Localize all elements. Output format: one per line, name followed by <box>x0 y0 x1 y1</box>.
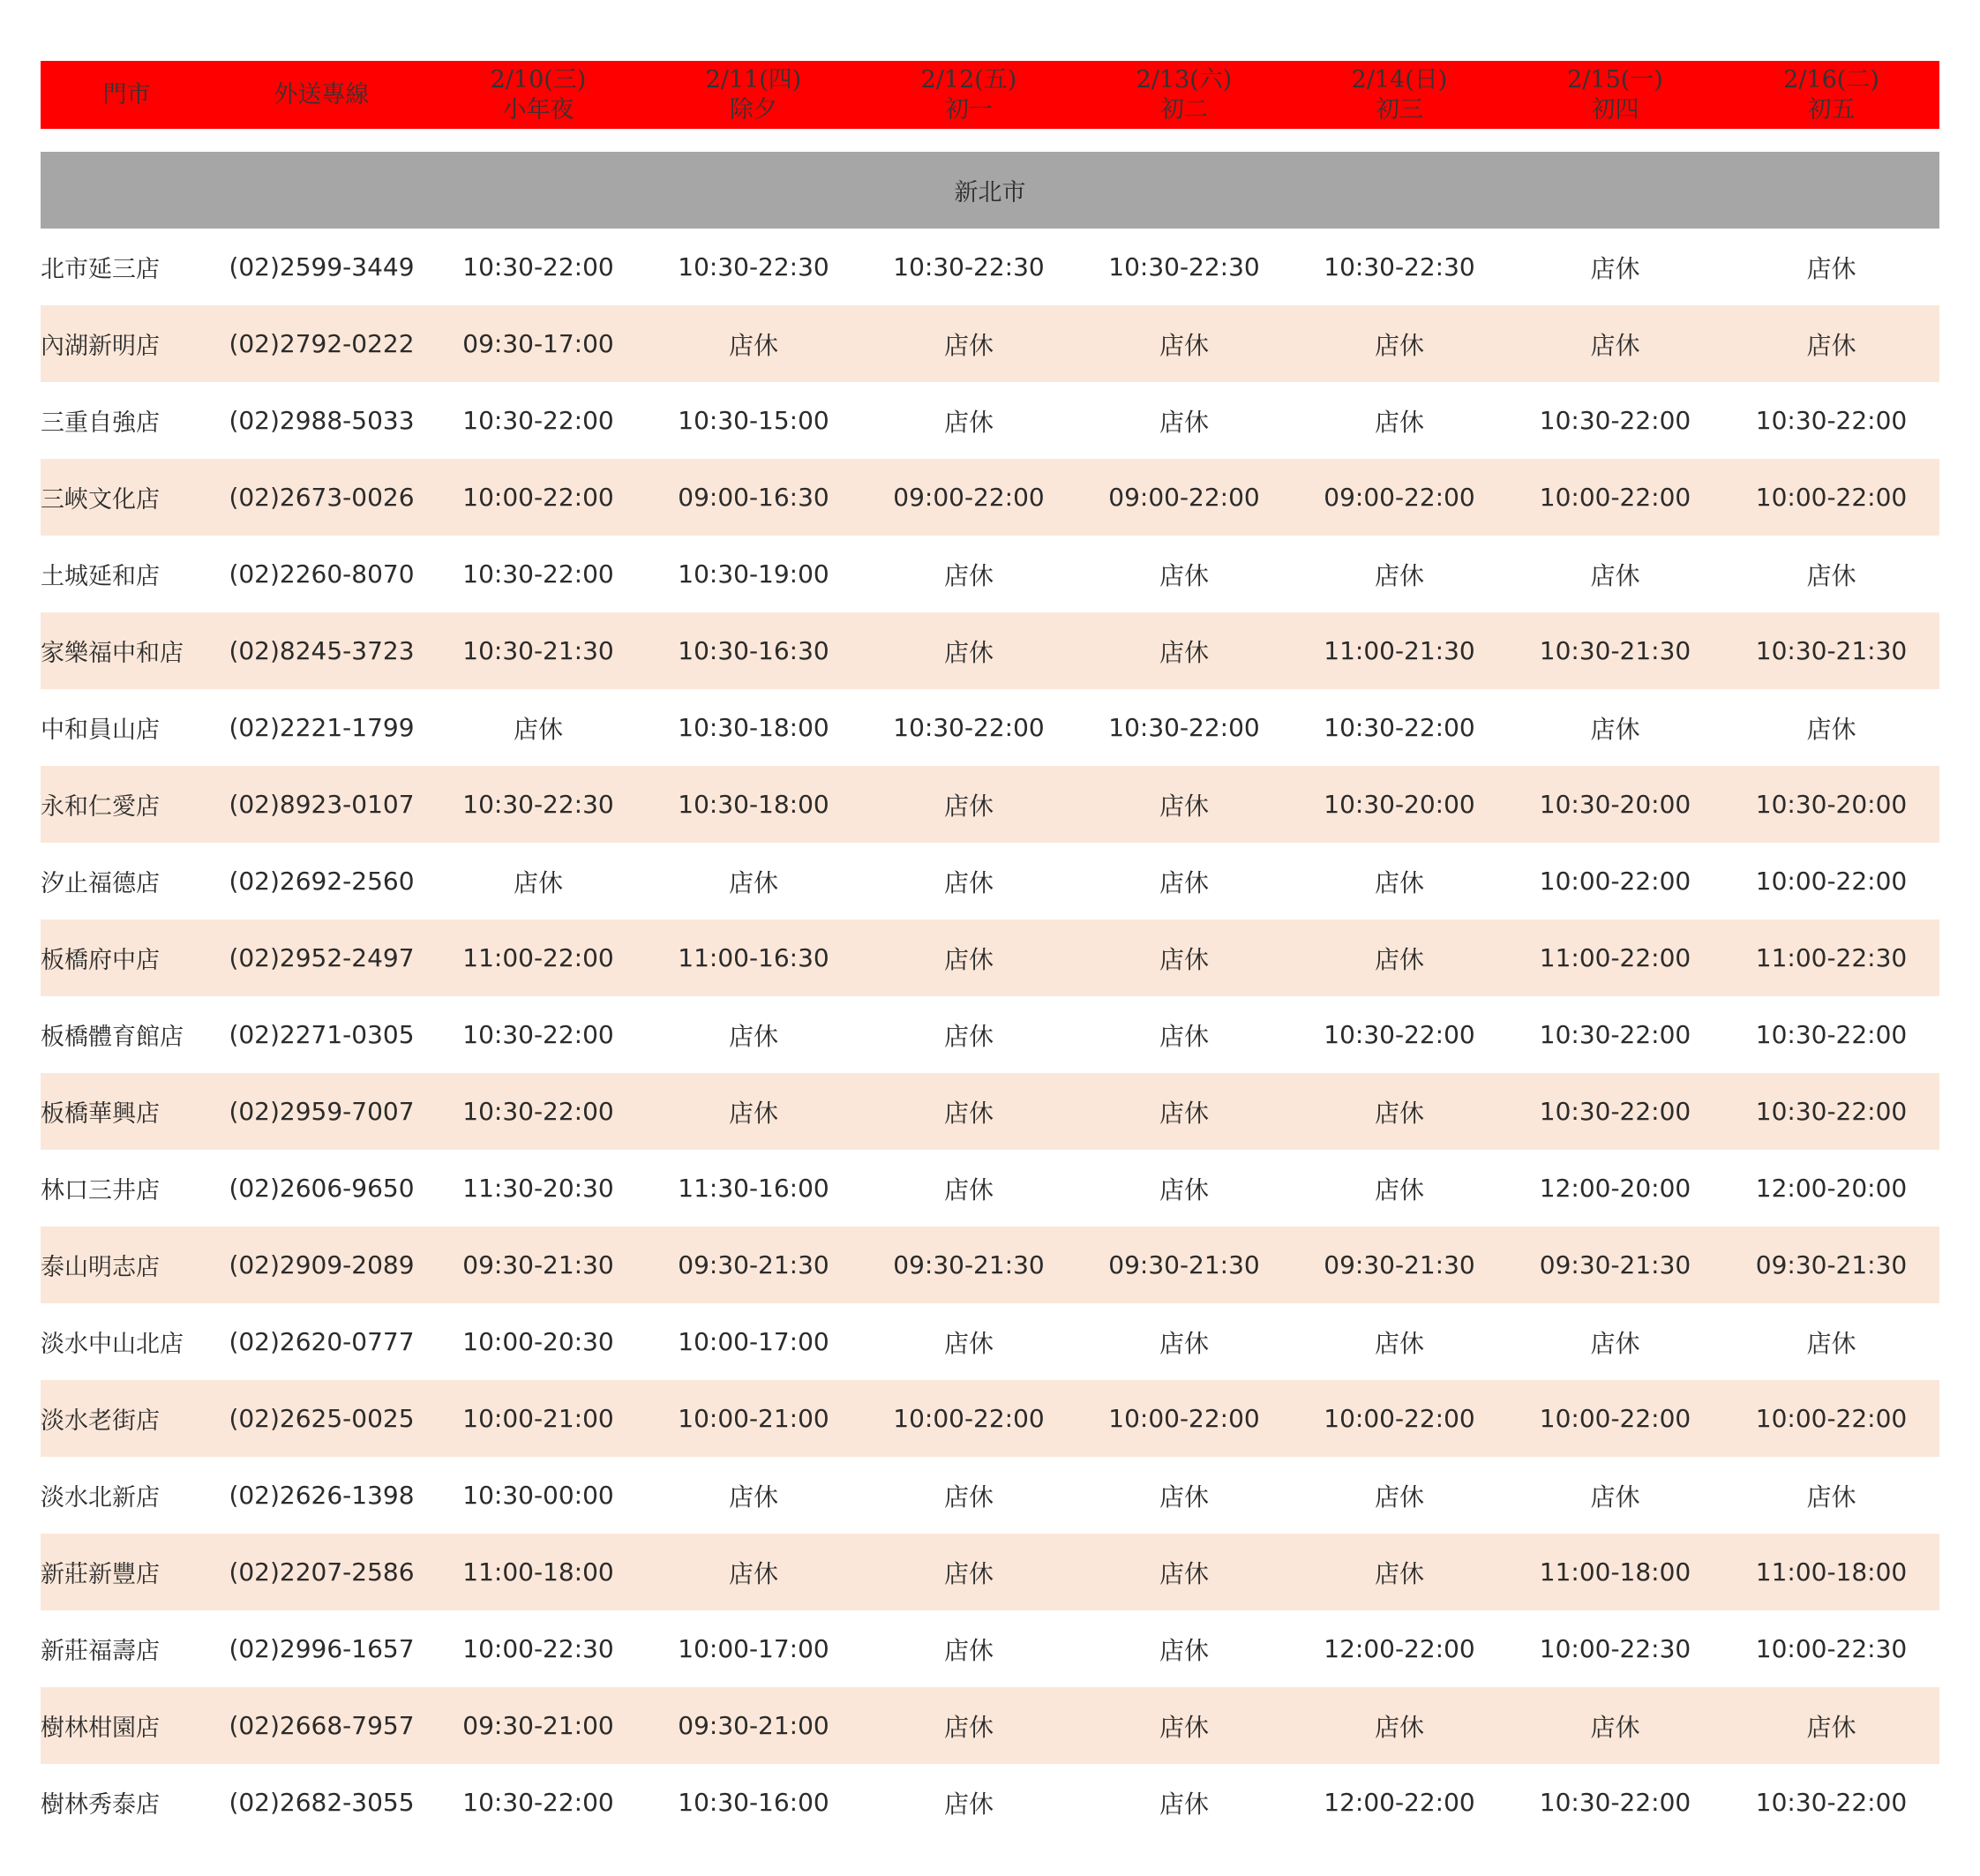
day-column-header <box>646 61 861 129</box>
delivery-phone-cell: (02)2207-2586 <box>213 1534 431 1610</box>
hours-cell: 店休 <box>1806 714 1856 744</box>
hours-cell: 店休 <box>1076 1534 1292 1610</box>
hours-cell: 10:30-22:00 <box>462 1788 614 1817</box>
hours-cell: 10:00-22:30 <box>462 1634 614 1663</box>
hours-cell: 店休 <box>1292 1534 1507 1610</box>
hours-cell: 10:30-22:00 <box>1755 406 1908 435</box>
table-row <box>41 919 1939 996</box>
day-column-header <box>1292 61 1507 129</box>
store-name-cell: 北市延三店 <box>41 256 160 283</box>
day-label: 初一 <box>945 95 993 124</box>
table-row <box>41 382 1939 459</box>
hours-cell: 店休 <box>1292 919 1507 996</box>
day-column-header <box>1723 61 1939 129</box>
day-date: 2/14(日) <box>1351 65 1448 94</box>
hours-cell: 店休 <box>1076 1687 1292 1764</box>
store-name-cell: 內湖新明店 <box>41 305 213 382</box>
table-row <box>41 459 1939 536</box>
hours-cell: 10:00-21:00 <box>646 1380 861 1457</box>
hours-cell: 11:00-18:00 <box>431 1534 646 1610</box>
store-name-cell: 淡水北新店 <box>41 1484 160 1512</box>
day-label: 初二 <box>1160 95 1208 124</box>
store-column-header <box>41 61 213 129</box>
hours-cell: 10:30-22:00 <box>1108 713 1260 742</box>
store-name-cell: 板橋府中店 <box>41 919 213 996</box>
delivery-phone-cell: (02)2959-7007 <box>213 1073 431 1150</box>
hours-cell: 10:00-22:00 <box>1539 867 1691 896</box>
delivery-phone-cell: (02)2620-0777 <box>229 1327 415 1356</box>
hours-cell: 10:00-22:00 <box>1507 1380 1723 1457</box>
hours-cell: 09:30-21:30 <box>1076 1227 1292 1303</box>
hours-cell: 09:30-21:30 <box>646 1227 861 1303</box>
hours-cell: 10:00-22:00 <box>1507 459 1723 536</box>
store-column-label: 門市 <box>102 80 151 109</box>
hours-cell: 11:30-16:00 <box>678 1174 829 1203</box>
hours-cell: 店休 <box>943 1635 994 1665</box>
hours-cell: 10:00-22:00 <box>1076 1380 1292 1457</box>
hours-cell: 店休 <box>1723 1687 1939 1764</box>
hours-cell: 店休 <box>861 1534 1076 1610</box>
hours-cell: 10:30-20:00 <box>1723 766 1939 843</box>
hours-cell: 09:30-21:30 <box>1292 1227 1507 1303</box>
store-name-cell: 新莊福壽店 <box>41 1638 160 1665</box>
table-body <box>41 129 1939 1841</box>
day-label: 初四 <box>1591 95 1639 124</box>
hours-cell: 12:00-20:00 <box>1539 1174 1691 1203</box>
table-row <box>41 1687 1939 1764</box>
hours-cell: 10:30-00:00 <box>462 1481 614 1510</box>
hours-cell: 12:00-22:00 <box>1324 1634 1475 1663</box>
table-row <box>41 1303 1939 1380</box>
hours-cell: 店休 <box>728 867 778 897</box>
hours-cell: 店休 <box>1159 560 1209 590</box>
delivery-phone-cell: (02)2625-0025 <box>213 1380 431 1457</box>
hours-cell: 店休 <box>1590 1482 1640 1512</box>
hours-cell: 店休 <box>1507 1687 1723 1764</box>
hours-cell: 店休 <box>1076 1073 1292 1150</box>
store-name-cell: 泰山明志店 <box>41 1227 213 1303</box>
hours-cell: 10:30-22:00 <box>1324 1020 1475 1049</box>
hours-cell: 店休 <box>861 766 1076 843</box>
hours-cell: 店休 <box>943 867 994 897</box>
hours-cell: 10:00-17:00 <box>678 1327 829 1356</box>
store-name-cell: 三重自強店 <box>41 409 160 437</box>
hours-cell: 10:30-16:00 <box>678 1788 829 1817</box>
day-date: 2/10(三) <box>490 65 587 94</box>
store-name-cell: 林口三井店 <box>41 1177 160 1204</box>
delivery-phone-cell: (02)2996-1657 <box>229 1634 415 1663</box>
hours-cell: 10:30-22:00 <box>1539 1020 1691 1049</box>
hours-cell: 店休 <box>513 867 563 897</box>
hours-cell: 10:30-22:00 <box>1755 1788 1908 1817</box>
table-row <box>41 1457 1939 1534</box>
hours-cell: 10:00-22:00 <box>1292 1380 1507 1457</box>
day-column-header <box>1076 61 1292 129</box>
table-row <box>41 1764 1939 1841</box>
hours-cell: 店休 <box>1806 1482 1856 1512</box>
hours-cell: 店休 <box>1159 1789 1209 1819</box>
hours-cell: 10:30-20:00 <box>1507 766 1723 843</box>
hours-cell: 10:30-22:00 <box>462 252 614 281</box>
hours-cell: 店休 <box>861 1687 1076 1764</box>
hours-cell: 10:30-22:00 <box>1324 713 1475 742</box>
day-column-header <box>1507 61 1723 129</box>
hours-cell: 11:00-22:30 <box>1723 919 1939 996</box>
hours-cell: 10:30-15:00 <box>678 406 829 435</box>
table-header <box>41 61 1939 129</box>
delivery-phone-cell: (02)2792-0222 <box>213 305 431 382</box>
hours-cell: 店休 <box>1806 253 1856 283</box>
hours-cell: 店休 <box>1076 612 1292 689</box>
hours-cell: 10:30-19:00 <box>678 559 829 589</box>
hours-cell: 店休 <box>943 560 994 590</box>
hours-cell: 10:30-21:30 <box>431 612 646 689</box>
hours-cell: 10:00-22:30 <box>1755 1634 1908 1663</box>
hours-cell: 10:00-22:00 <box>1755 867 1908 896</box>
store-name-cell: 板橋華興店 <box>41 1073 213 1150</box>
hours-cell: 10:00-17:00 <box>678 1634 829 1663</box>
hours-cell: 11:00-18:00 <box>1723 1534 1939 1610</box>
store-name-cell: 板橋體育館店 <box>41 1024 184 1051</box>
hours-cell: 10:30-20:00 <box>1292 766 1507 843</box>
hours-cell: 10:30-18:00 <box>646 766 861 843</box>
hours-cell: 店休 <box>943 407 994 437</box>
phone-column-header <box>213 61 431 129</box>
hours-cell: 店休 <box>1590 1328 1640 1358</box>
hours-cell: 店休 <box>943 1789 994 1819</box>
hours-cell: 店休 <box>1292 305 1507 382</box>
hours-cell: 10:30-22:30 <box>678 252 829 281</box>
hours-cell: 10:00-22:00 <box>431 459 646 536</box>
hours-cell: 10:30-16:30 <box>646 612 861 689</box>
delivery-phone-cell: (02)2952-2497 <box>213 919 431 996</box>
hours-cell: 店休 <box>1590 714 1640 744</box>
delivery-phone-cell: (02)2668-7957 <box>213 1687 431 1764</box>
hours-cell: 10:30-22:00 <box>1539 406 1691 435</box>
table-row <box>41 996 1939 1073</box>
hours-cell: 09:00-16:30 <box>646 459 861 536</box>
hours-cell: 店休 <box>1292 1687 1507 1764</box>
hours-cell: 店休 <box>861 612 1076 689</box>
delivery-phone-cell: (02)8923-0107 <box>213 766 431 843</box>
hours-cell: 10:30-22:30 <box>1324 252 1475 281</box>
hours-cell: 店休 <box>1507 305 1723 382</box>
day-column-header <box>431 61 646 129</box>
delivery-phone-cell: (02)2626-1398 <box>229 1481 415 1510</box>
hours-cell: 店休 <box>1374 560 1424 590</box>
hours-cell: 09:30-21:30 <box>861 1227 1076 1303</box>
hours-cell: 店休 <box>1806 560 1856 590</box>
hours-cell: 10:00-22:30 <box>1539 1634 1691 1663</box>
hours-cell: 店休 <box>1374 867 1424 897</box>
hours-cell: 店休 <box>646 1073 861 1150</box>
hours-cell: 10:30-22:00 <box>1723 1073 1939 1150</box>
day-date: 2/12(五) <box>920 65 1017 94</box>
hours-cell: 11:30-20:30 <box>462 1174 614 1203</box>
hours-cell: 11:00-16:30 <box>646 919 861 996</box>
hours-cell: 10:00-22:00 <box>1723 459 1939 536</box>
hours-cell: 09:30-21:00 <box>431 1687 646 1764</box>
table-row <box>41 1534 1939 1610</box>
store-name-cell: 樹林柑園店 <box>41 1687 213 1764</box>
hours-cell: 10:30-22:00 <box>1539 1788 1691 1817</box>
day-label: 小年夜 <box>502 95 574 124</box>
store-name-cell: 中和員山店 <box>41 717 160 744</box>
hours-cell: 店休 <box>1159 867 1209 897</box>
table-row <box>41 843 1939 919</box>
hours-cell: 店休 <box>943 1174 994 1204</box>
day-label: 初五 <box>1807 95 1856 124</box>
store-name-cell: 淡水中山北店 <box>41 1331 184 1358</box>
delivery-phone-cell: (02)2692-2560 <box>229 867 415 896</box>
hours-cell: 12:00-20:00 <box>1755 1174 1908 1203</box>
hours-cell: 店休 <box>1806 1328 1856 1358</box>
store-name-cell: 土城延和店 <box>41 563 160 590</box>
hours-cell: 10:30-22:30 <box>431 766 646 843</box>
delivery-phone-cell: (02)2221-1799 <box>229 713 415 742</box>
region-row <box>41 152 1939 229</box>
hours-cell: 11:00-22:00 <box>431 919 646 996</box>
hours-cell: 店休 <box>1374 1174 1424 1204</box>
hours-cell: 09:30-21:30 <box>1723 1227 1939 1303</box>
hours-cell: 店休 <box>1076 919 1292 996</box>
delivery-phone-cell: (02)2260-8070 <box>229 559 415 589</box>
store-name-cell: 家樂福中和店 <box>41 612 213 689</box>
hours-cell: 店休 <box>861 1073 1076 1150</box>
hours-cell: 10:30-21:30 <box>1723 612 1939 689</box>
hours-cell: 店休 <box>646 305 861 382</box>
hours-cell: 09:30-21:30 <box>431 1227 646 1303</box>
hours-cell: 店休 <box>1590 253 1640 283</box>
table-row <box>41 229 1939 305</box>
hours-cell: 店休 <box>728 1482 778 1512</box>
hours-cell: 10:30-22:00 <box>1507 1073 1723 1150</box>
hours-cell: 店休 <box>1076 305 1292 382</box>
table-row <box>41 612 1939 689</box>
table-row <box>41 305 1939 382</box>
hours-cell: 店休 <box>1292 1073 1507 1150</box>
hours-cell: 店休 <box>1723 305 1939 382</box>
delivery-phone-cell: (02)2682-3055 <box>229 1788 415 1817</box>
hours-cell: 09:30-17:00 <box>431 305 646 382</box>
store-name-cell: 淡水老街店 <box>41 1380 213 1457</box>
day-date: 2/11(四) <box>705 65 802 94</box>
hours-cell: 店休 <box>1374 407 1424 437</box>
hours-cell: 10:30-22:30 <box>1108 252 1260 281</box>
table-row <box>41 1227 1939 1303</box>
hours-cell: 10:30-22:00 <box>462 406 614 435</box>
hours-cell: 12:00-22:00 <box>1324 1788 1475 1817</box>
hours-cell: 店休 <box>646 1534 861 1610</box>
hours-cell: 店休 <box>1159 1328 1209 1358</box>
hours-cell: 10:30-22:00 <box>1755 1020 1908 1049</box>
table-row <box>41 1380 1939 1457</box>
hours-cell: 10:30-22:30 <box>893 252 1045 281</box>
day-date: 2/16(二) <box>1783 65 1879 94</box>
delivery-phone-cell: (02)2909-2089 <box>213 1227 431 1303</box>
hours-cell: 09:00-22:00 <box>1292 459 1507 536</box>
delivery-phone-cell: (02)2988-5033 <box>229 406 415 435</box>
table-row <box>41 689 1939 766</box>
hours-cell: 10:30-18:00 <box>678 713 829 742</box>
delivery-phone-cell: (02)2599-3449 <box>229 252 415 281</box>
hours-cell: 店休 <box>861 305 1076 382</box>
hours-cell: 店休 <box>861 919 1076 996</box>
table-row <box>41 1610 1939 1687</box>
hours-cell: 店休 <box>1159 407 1209 437</box>
hours-cell: 10:30-21:30 <box>1507 612 1723 689</box>
hours-cell: 店休 <box>1374 1328 1424 1358</box>
delivery-phone-cell: (02)2271-0305 <box>229 1020 415 1049</box>
hours-cell: 10:00-21:00 <box>431 1380 646 1457</box>
hours-cell: 店休 <box>1159 1635 1209 1665</box>
day-date: 2/15(一) <box>1567 65 1663 94</box>
store-name-cell: 新莊新豐店 <box>41 1534 213 1610</box>
spacer-row <box>41 129 1939 152</box>
delivery-phone-cell: (02)8245-3723 <box>213 612 431 689</box>
hours-cell: 10:30-22:00 <box>462 1020 614 1049</box>
table-row <box>41 1073 1939 1150</box>
hours-cell: 店休 <box>513 714 563 744</box>
hours-cell: 店休 <box>943 1482 994 1512</box>
hours-cell: 10:30-22:00 <box>893 713 1045 742</box>
store-name-cell: 汐止福德店 <box>41 870 160 897</box>
hours-cell: 10:00-22:00 <box>861 1380 1076 1457</box>
hours-cell: 11:00-21:30 <box>1292 612 1507 689</box>
hours-cell: 店休 <box>943 1021 994 1051</box>
hours-cell: 店休 <box>728 1021 778 1051</box>
holiday-hours-table <box>41 61 1939 1841</box>
hours-cell: 09:00-22:00 <box>1076 459 1292 536</box>
hours-cell: 店休 <box>1076 766 1292 843</box>
table-row <box>41 536 1939 612</box>
day-label: 除夕 <box>730 95 777 124</box>
hours-cell: 11:00-18:00 <box>1507 1534 1723 1610</box>
delivery-phone-cell: (02)2606-9650 <box>229 1174 415 1203</box>
store-name-cell: 永和仁愛店 <box>41 766 213 843</box>
phone-column-label: 外送專線 <box>274 80 370 109</box>
table-row <box>41 1150 1939 1227</box>
hours-cell: 09:00-22:00 <box>861 459 1076 536</box>
store-name-cell: 樹林秀泰店 <box>41 1791 160 1819</box>
day-date: 2/13(六) <box>1136 65 1233 94</box>
hours-cell: 店休 <box>1159 1021 1209 1051</box>
hours-cell: 店休 <box>943 1328 994 1358</box>
day-label: 初三 <box>1376 95 1423 124</box>
hours-cell: 10:30-22:00 <box>462 559 614 589</box>
hours-cell: 09:30-21:30 <box>1507 1227 1723 1303</box>
region-label: 新北市 <box>41 152 1939 229</box>
hours-cell: 10:30-22:00 <box>431 1073 646 1150</box>
table-row <box>41 766 1939 843</box>
store-name-cell: 三峽文化店 <box>41 459 213 536</box>
hours-cell: 10:00-20:30 <box>462 1327 614 1356</box>
hours-cell: 09:30-21:00 <box>646 1687 861 1764</box>
delivery-phone-cell: (02)2673-0026 <box>213 459 431 536</box>
hours-cell: 店休 <box>1590 560 1640 590</box>
hours-cell: 店休 <box>1159 1482 1209 1512</box>
hours-cell: 店休 <box>1374 1482 1424 1512</box>
hours-cell: 10:00-22:00 <box>1723 1380 1939 1457</box>
hours-cell: 店休 <box>1159 1174 1209 1204</box>
day-column-header <box>861 61 1076 129</box>
hours-cell: 11:00-22:00 <box>1507 919 1723 996</box>
